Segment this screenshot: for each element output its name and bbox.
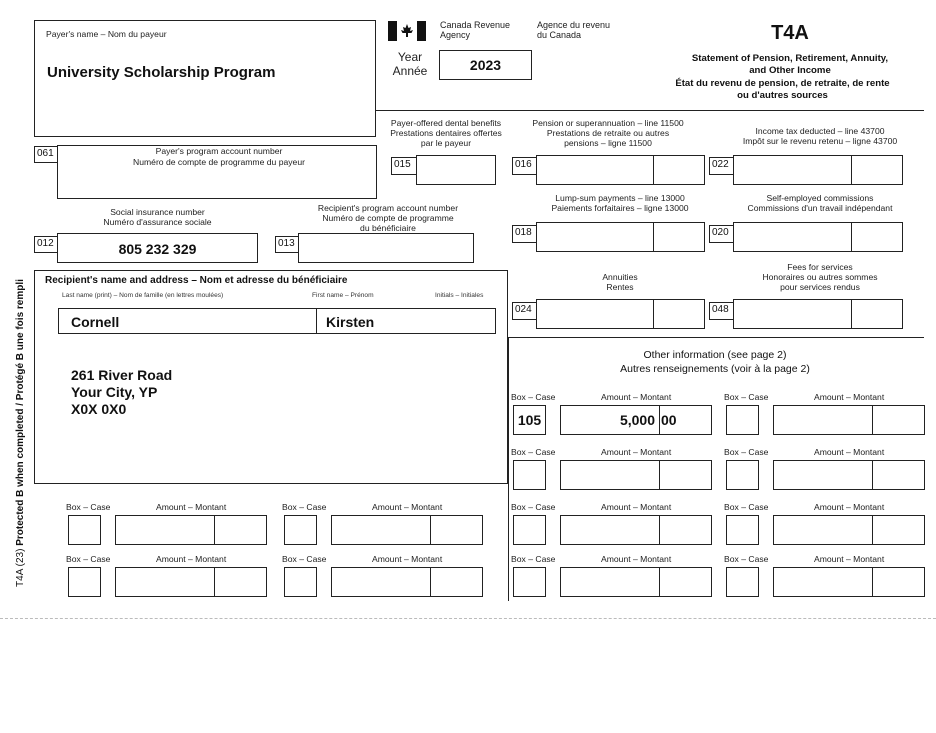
other-info-amount-field[interactable] (560, 460, 712, 490)
last-name-field[interactable] (58, 308, 317, 334)
other-info-box-field[interactable] (513, 567, 546, 597)
box-024-field[interactable] (536, 299, 705, 329)
box-number-018: 018 (512, 225, 537, 243)
box-048-field[interactable] (733, 299, 903, 329)
box-case-label: Box – Case (511, 392, 556, 402)
other-info-amount-dollars: 5,000 (619, 412, 655, 428)
other-info-amount-field[interactable] (331, 567, 483, 597)
amount-label: Amount – Montant (601, 502, 672, 512)
other-info-box-field[interactable] (726, 515, 759, 545)
other-info-amount-field[interactable] (560, 567, 712, 597)
box-case-label: Box – Case (724, 447, 769, 457)
box-case-label: Box – Case (66, 502, 111, 512)
first-name-field[interactable] (316, 308, 496, 334)
box-case-label: Box – Case (724, 502, 769, 512)
address-line-2: Your City, YP (71, 384, 158, 400)
box-022-field[interactable] (733, 155, 903, 185)
amount-label: Amount – Montant (372, 502, 443, 512)
first-name-label: First name – Prénom (312, 292, 374, 299)
payer-account-label-fr: Numéro de compte de programme du payeur (133, 157, 305, 167)
box-016-label: Pension or superannuation – line 11500 Prestations de retraite ou autres pensions – ligne 11500 (532, 118, 684, 148)
sin-label: Social insurance number Numéro d'assurance sociale (103, 207, 212, 227)
amount-label: Amount – Montant (814, 447, 885, 457)
other-info-box-105: 105 (517, 412, 542, 428)
other-info-box-field[interactable] (513, 405, 546, 435)
box-number-048: 048 (709, 302, 734, 320)
other-info-amount-field[interactable] (773, 460, 925, 490)
other-info-amount-field[interactable] (560, 515, 712, 545)
box-case-label: Box – Case (511, 554, 556, 564)
amount-label: Amount – Montant (601, 447, 672, 457)
amount-label: Amount – Montant (156, 502, 227, 512)
amount-label: Amount – Montant (814, 392, 885, 402)
box-022-label: Income tax deducted – line 43700 Impôt sur le revenu retenu – ligne 43700 (742, 126, 898, 146)
other-info-amount-field[interactable] (115, 515, 267, 545)
agency-name-fr: Agence du revenu du Canada (537, 20, 611, 40)
box-case-label: Box – Case (724, 392, 769, 402)
amount-label: Amount – Montant (601, 392, 672, 402)
other-info-box-field[interactable] (284, 567, 317, 597)
canada-flag-icon (388, 21, 426, 41)
recipient-account-field[interactable] (298, 233, 474, 263)
other-info-amount-field[interactable] (773, 567, 925, 597)
other-info-box-field[interactable] (726, 567, 759, 597)
initials-label: Initials – Initiales (435, 292, 484, 299)
box-015-field[interactable] (416, 155, 496, 185)
box-case-label: Box – Case (282, 502, 327, 512)
other-info-box-field[interactable] (726, 460, 759, 490)
box-020-label: Self-employed commissions Commissions d'un travail indépendant (747, 193, 893, 213)
box-number-024: 024 (512, 302, 537, 320)
box-018-label: Lump-sum payments – line 13000 Paiements forfaitaires – ligne 13000 (551, 193, 689, 213)
other-info-amount-cents: 00 (661, 412, 677, 428)
address-line-3: X0X 0X0 (71, 401, 127, 417)
other-info-amount-field[interactable] (773, 515, 925, 545)
form-title-en: Statement of Pension, Retirement, Annuity, and Other Income (691, 53, 889, 76)
sin-field[interactable] (57, 233, 258, 263)
box-case-label: Box – Case (282, 554, 327, 564)
form-code: T4A (771, 22, 809, 44)
payer-name: University Scholarship Program (47, 64, 276, 81)
box-case-label: Box – Case (66, 554, 111, 564)
agency-name-en: Canada Revenue Agency (440, 20, 511, 40)
year-value: 2023 (469, 57, 502, 73)
box-case-label: Box – Case (511, 447, 556, 457)
other-info-amount-field[interactable] (331, 515, 483, 545)
payer-account-label-en: Payer's program account number (155, 146, 283, 156)
other-info-box-field[interactable] (726, 405, 759, 435)
protected-b-label: Protected B when completed / Protégé B une fois rempli (15, 279, 26, 546)
recipient-header: Recipient's name and address – Nom et adresse du bénéficiaire (45, 275, 348, 286)
amount-label: Amount – Montant (156, 554, 227, 564)
box-number-020: 020 (709, 225, 734, 243)
other-info-amount-field[interactable] (560, 405, 712, 435)
sin-value: 805 232 329 (118, 241, 197, 257)
side-label (15, 133, 29, 733)
address-line-1: 261 River Road (71, 367, 173, 383)
recipient-account-label: Recipient's program account number Numéro de compte de programme du bénéficiaire (317, 203, 459, 233)
box-048-label: Fees for services Honoraires ou autres sommes pour services rendus (762, 262, 878, 292)
other-info-box-field[interactable] (284, 515, 317, 545)
other-info-box-field[interactable] (68, 515, 101, 545)
other-info-box-field[interactable] (513, 515, 546, 545)
amount-label: Amount – Montant (814, 502, 885, 512)
other-info-box-field[interactable] (68, 567, 101, 597)
box-case-label: Box – Case (511, 502, 556, 512)
header-divider (376, 110, 924, 111)
first-name-value: Kirsten (326, 314, 375, 330)
payer-name-label: Payer's name – Nom du payeur (46, 29, 167, 39)
other-info-amount-field[interactable] (773, 405, 925, 435)
form-title-fr: État du revenu de pension, de retraite, de rente ou d'autres sources (675, 78, 890, 101)
amount-label: Amount – Montant (372, 554, 443, 564)
box-number-015: 015 (391, 157, 417, 175)
year-label-en: Year (397, 50, 423, 64)
other-info-title: Other information (see page 2) Autres renseignements (voir à la page 2) (620, 349, 810, 375)
box-020-field[interactable] (733, 222, 903, 252)
box-case-label: Box – Case (724, 554, 769, 564)
box-018-field[interactable] (536, 222, 705, 252)
box-number-022: 022 (709, 157, 734, 175)
form-side-code: T4A (23) (15, 548, 26, 587)
recipient-box (34, 270, 508, 484)
box-016-field[interactable] (536, 155, 705, 185)
box-015-label: Payer-offered dental benefits Prestations dentaires offertes par le payeur (390, 118, 502, 148)
box-024-label: Annuities Rentes (602, 272, 638, 292)
payer-name-box (34, 20, 376, 137)
year-label-fr: Année (392, 64, 428, 78)
box-number-013: 013 (275, 236, 299, 253)
year-field[interactable] (439, 50, 532, 80)
last-name-value: Cornell (71, 314, 120, 330)
box-number-016: 016 (512, 157, 537, 175)
other-info-box-field[interactable] (513, 460, 546, 490)
other-info-amount-field[interactable] (115, 567, 267, 597)
box-number-012: 012 (34, 236, 58, 253)
amount-label: Amount – Montant (601, 554, 672, 564)
cut-line (0, 618, 936, 619)
last-name-label: Last name (print) – Nom de famille (en lettres moulées) (62, 292, 224, 299)
box-number-061: 061 (34, 146, 58, 163)
amount-label: Amount – Montant (814, 554, 885, 564)
